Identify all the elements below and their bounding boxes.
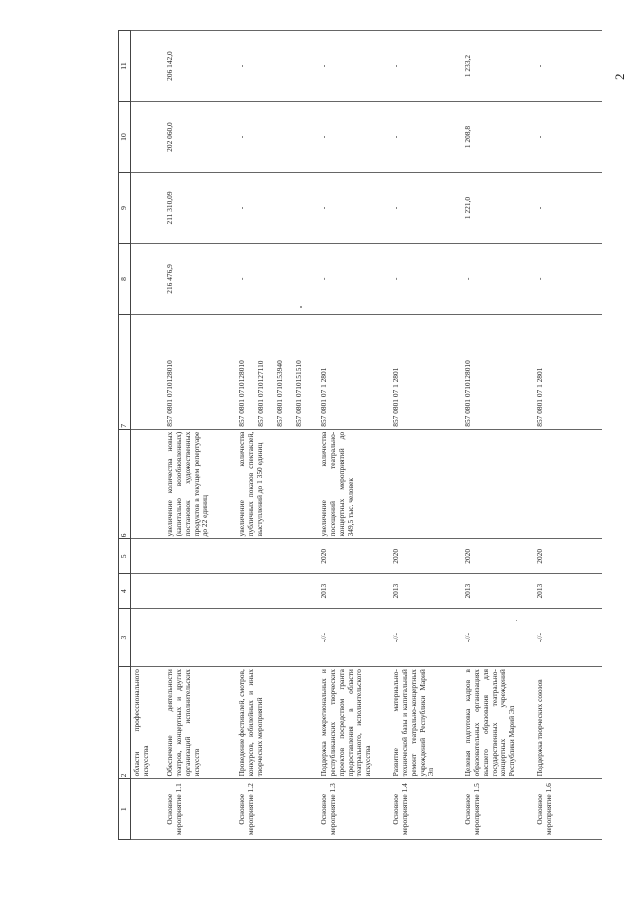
cell-text: 2013	[463, 583, 473, 599]
cell-text: -	[237, 135, 247, 139]
table-row	[232, 31, 314, 840]
executor-cell	[160, 609, 232, 667]
activity-name-cell	[458, 667, 530, 779]
budget-code-cell	[232, 314, 314, 429]
cell-text: Целевая подготовка кадров в образовательных организациях высшего образования для государственных театрально-концертных учреждений Республики Марий Эл	[463, 669, 517, 777]
cell-text: -//-	[391, 633, 401, 643]
cell-text: Поддержка творческих союзов	[535, 679, 545, 777]
cell-text: 2020	[535, 548, 545, 564]
activity-name-cell	[130, 667, 160, 779]
amount-cell	[130, 243, 160, 314]
table-row	[458, 31, 530, 840]
cell-text: увеличение количества посещений театрально-концертных мероприятий до 349,5 тыс. человек	[319, 431, 355, 537]
cell-text: 211 310,09	[165, 191, 175, 225]
cell-text: -	[391, 206, 401, 210]
cell-text: 2020	[391, 548, 401, 564]
table-row	[160, 31, 232, 840]
activity-name-cell	[232, 667, 314, 779]
amount-cell	[314, 173, 386, 244]
executor-cell	[314, 609, 386, 667]
budget-code: 857 0801 0710128010	[237, 360, 247, 427]
amount-cell	[530, 173, 602, 244]
budget-code: 857 0801 0710153940	[274, 360, 284, 427]
end-year-cell	[530, 539, 602, 574]
activity-number-cell	[314, 779, 386, 840]
table-row	[130, 31, 160, 840]
cell-text: 2020	[319, 548, 329, 564]
cell-text: 2013	[535, 583, 545, 599]
cell-text: области профессионального искусства	[131, 669, 150, 777]
cell-text: Основное мероприятие 1.5	[463, 783, 482, 836]
cell-text: -	[319, 206, 329, 210]
amount-cell	[130, 173, 160, 244]
amount-cell	[232, 31, 314, 102]
cell-text: -	[319, 135, 329, 139]
activity-name-cell	[160, 667, 232, 779]
cell-text: -	[391, 277, 401, 281]
expected-result-cell	[160, 429, 232, 539]
activity-name-cell	[314, 667, 386, 779]
amount-cell	[160, 31, 232, 102]
amount-cell	[130, 102, 160, 173]
column-header: 8	[119, 243, 131, 314]
budget-code: 857 0801 0710127110	[256, 360, 266, 427]
cell-text: Основное мероприятие 1.2	[237, 783, 256, 836]
end-year-cell	[386, 539, 458, 574]
cell-text: -	[391, 64, 401, 68]
amount-cell	[232, 173, 314, 244]
budget-code: 857 0801 0710128010	[165, 360, 175, 427]
amount-cell	[386, 173, 458, 244]
cell-text: 1 233,2	[463, 54, 473, 78]
cell-text: -	[237, 277, 247, 281]
column-header: 9	[119, 173, 131, 244]
cell-text: Обеспечение деятельности театров, концертных и других организаций исполнительских искусств	[165, 669, 201, 777]
column-header: 3	[119, 609, 131, 667]
column-header: 10	[119, 102, 131, 173]
end-year-cell	[232, 539, 314, 574]
expected-result-cell	[232, 429, 314, 539]
start-year-cell	[386, 574, 458, 609]
expected-result-cell	[530, 429, 602, 539]
amount-cell	[314, 243, 386, 314]
expected-result-cell	[458, 429, 530, 539]
column-header: 4	[119, 574, 131, 609]
budget-code-cell	[160, 314, 232, 429]
executor-cell	[530, 609, 602, 667]
amount-cell	[130, 31, 160, 102]
cell-text: 1 208,8	[463, 125, 473, 149]
page-number: 2	[612, 73, 627, 80]
start-year-cell	[458, 574, 530, 609]
column-header: 5	[119, 539, 131, 574]
cell-text: -//-	[535, 633, 545, 643]
activity-number-cell	[232, 779, 314, 840]
budget-code: 857 0801 07 1 2801	[391, 367, 401, 427]
cell-text: Поддержка межрегиональных и республиканских творческих проектов посредством гранта предоставления в области театрального, исполнительского искусства	[319, 669, 373, 777]
cell-text: 202 060,0	[165, 122, 175, 152]
amount-cell	[314, 31, 386, 102]
cell-text: -	[237, 64, 247, 68]
executor-cell	[130, 609, 160, 667]
cell-text: увеличение количества публичных показов спектаклей, выступлений до 1 350 единиц	[237, 431, 264, 537]
budget-code: 857 0801 07 1 2801	[319, 367, 329, 427]
table-row	[530, 31, 602, 840]
activity-number-cell	[130, 779, 160, 840]
amount-cell	[386, 31, 458, 102]
cell-text: Основное мероприятие 1.4	[391, 783, 410, 836]
budget-code-cell	[386, 314, 458, 429]
cell-text: 2013	[319, 583, 329, 599]
budget-code: 857 0801 0710151510	[293, 360, 303, 427]
expected-result-cell	[130, 429, 160, 539]
cell-text: -	[463, 277, 473, 281]
rotated-table-container	[118, 30, 588, 840]
cell-text: -	[391, 135, 401, 139]
executor-cell	[386, 609, 458, 667]
column-header: 7	[119, 314, 131, 429]
cell-text: -	[319, 277, 329, 281]
amount-cell	[160, 173, 232, 244]
start-year-cell	[130, 574, 160, 609]
budget-code-cell	[130, 314, 160, 429]
amount-cell	[160, 102, 232, 173]
amount-cell	[530, 243, 602, 314]
column-header: 1	[119, 779, 131, 840]
cell-text: -//-	[463, 633, 473, 643]
cell-text: Основное мероприятие 1.6	[535, 783, 554, 836]
cell-text: 206 142,0	[165, 51, 175, 81]
cell-text: -	[535, 135, 545, 139]
start-year-cell	[314, 574, 386, 609]
amount-cell	[458, 173, 530, 244]
start-year-cell	[160, 574, 232, 609]
table-row	[386, 31, 458, 840]
cell-text: Основное мероприятие 1.3	[319, 783, 338, 836]
cell-text: Основное мероприятие 1.1	[165, 783, 184, 836]
start-year-cell	[232, 574, 314, 609]
amount-cell	[314, 102, 386, 173]
cell-text: -	[535, 206, 545, 210]
budget-code-cell	[458, 314, 530, 429]
table-row	[314, 31, 386, 840]
expected-result-cell	[386, 429, 458, 539]
amount-cell	[458, 243, 530, 314]
budget-code: 857 0801 0710128010	[463, 360, 473, 427]
amount-cell	[386, 243, 458, 314]
column-header: 2	[119, 667, 131, 779]
cell-text: 2013	[391, 583, 401, 599]
amount-cell	[232, 102, 314, 173]
amount-cell	[160, 243, 232, 314]
budget-code-cell	[314, 314, 386, 429]
executor-cell	[232, 609, 314, 667]
cell-text: 2020	[463, 548, 473, 564]
column-header: 6	[119, 429, 131, 539]
executor-cell	[458, 609, 530, 667]
amount-cell	[458, 102, 530, 173]
cell-text: -	[535, 277, 545, 281]
amount-cell	[458, 31, 530, 102]
cell-text: -//-	[319, 633, 329, 643]
program-activities-table	[118, 30, 602, 840]
amount-cell	[386, 102, 458, 173]
activity-name-cell	[386, 667, 458, 779]
column-header: 11	[119, 31, 131, 102]
amount-cell	[232, 243, 314, 314]
table-body	[130, 31, 602, 840]
expected-result-cell	[314, 429, 386, 539]
activity-name-cell	[530, 667, 602, 779]
table-header-row	[119, 31, 131, 840]
budget-code: 857 0801 07 1 2801	[535, 367, 545, 427]
end-year-cell	[314, 539, 386, 574]
cell-text: -	[319, 64, 329, 68]
activity-number-cell	[160, 779, 232, 840]
cell-text: 1 221,0	[463, 196, 473, 220]
activity-number-cell	[458, 779, 530, 840]
activity-number-cell	[386, 779, 458, 840]
cell-text: Проведение фестивалей, смотров, конкурсов, юбилейных и иных творческих мероприятий	[237, 669, 264, 777]
end-year-cell	[130, 539, 160, 574]
budget-code-cell	[530, 314, 602, 429]
amount-cell	[530, 102, 602, 173]
end-year-cell	[458, 539, 530, 574]
cell-text: -	[237, 206, 247, 210]
activity-number-cell	[530, 779, 602, 840]
cell-text: увеличение количества новых (капитально возобновленных) постановок художественных продуктов в текущем репертуаре до 22 единиц	[165, 431, 210, 537]
start-year-cell	[530, 574, 602, 609]
cell-text: Развитие материально-технической базы и капитальный ремонт театрально-концертных учреждений Республики Марий Эл	[391, 669, 436, 777]
end-year-cell	[160, 539, 232, 574]
cell-text: 216 476,9	[165, 264, 175, 294]
amount-cell	[530, 31, 602, 102]
cell-text: -	[535, 64, 545, 68]
